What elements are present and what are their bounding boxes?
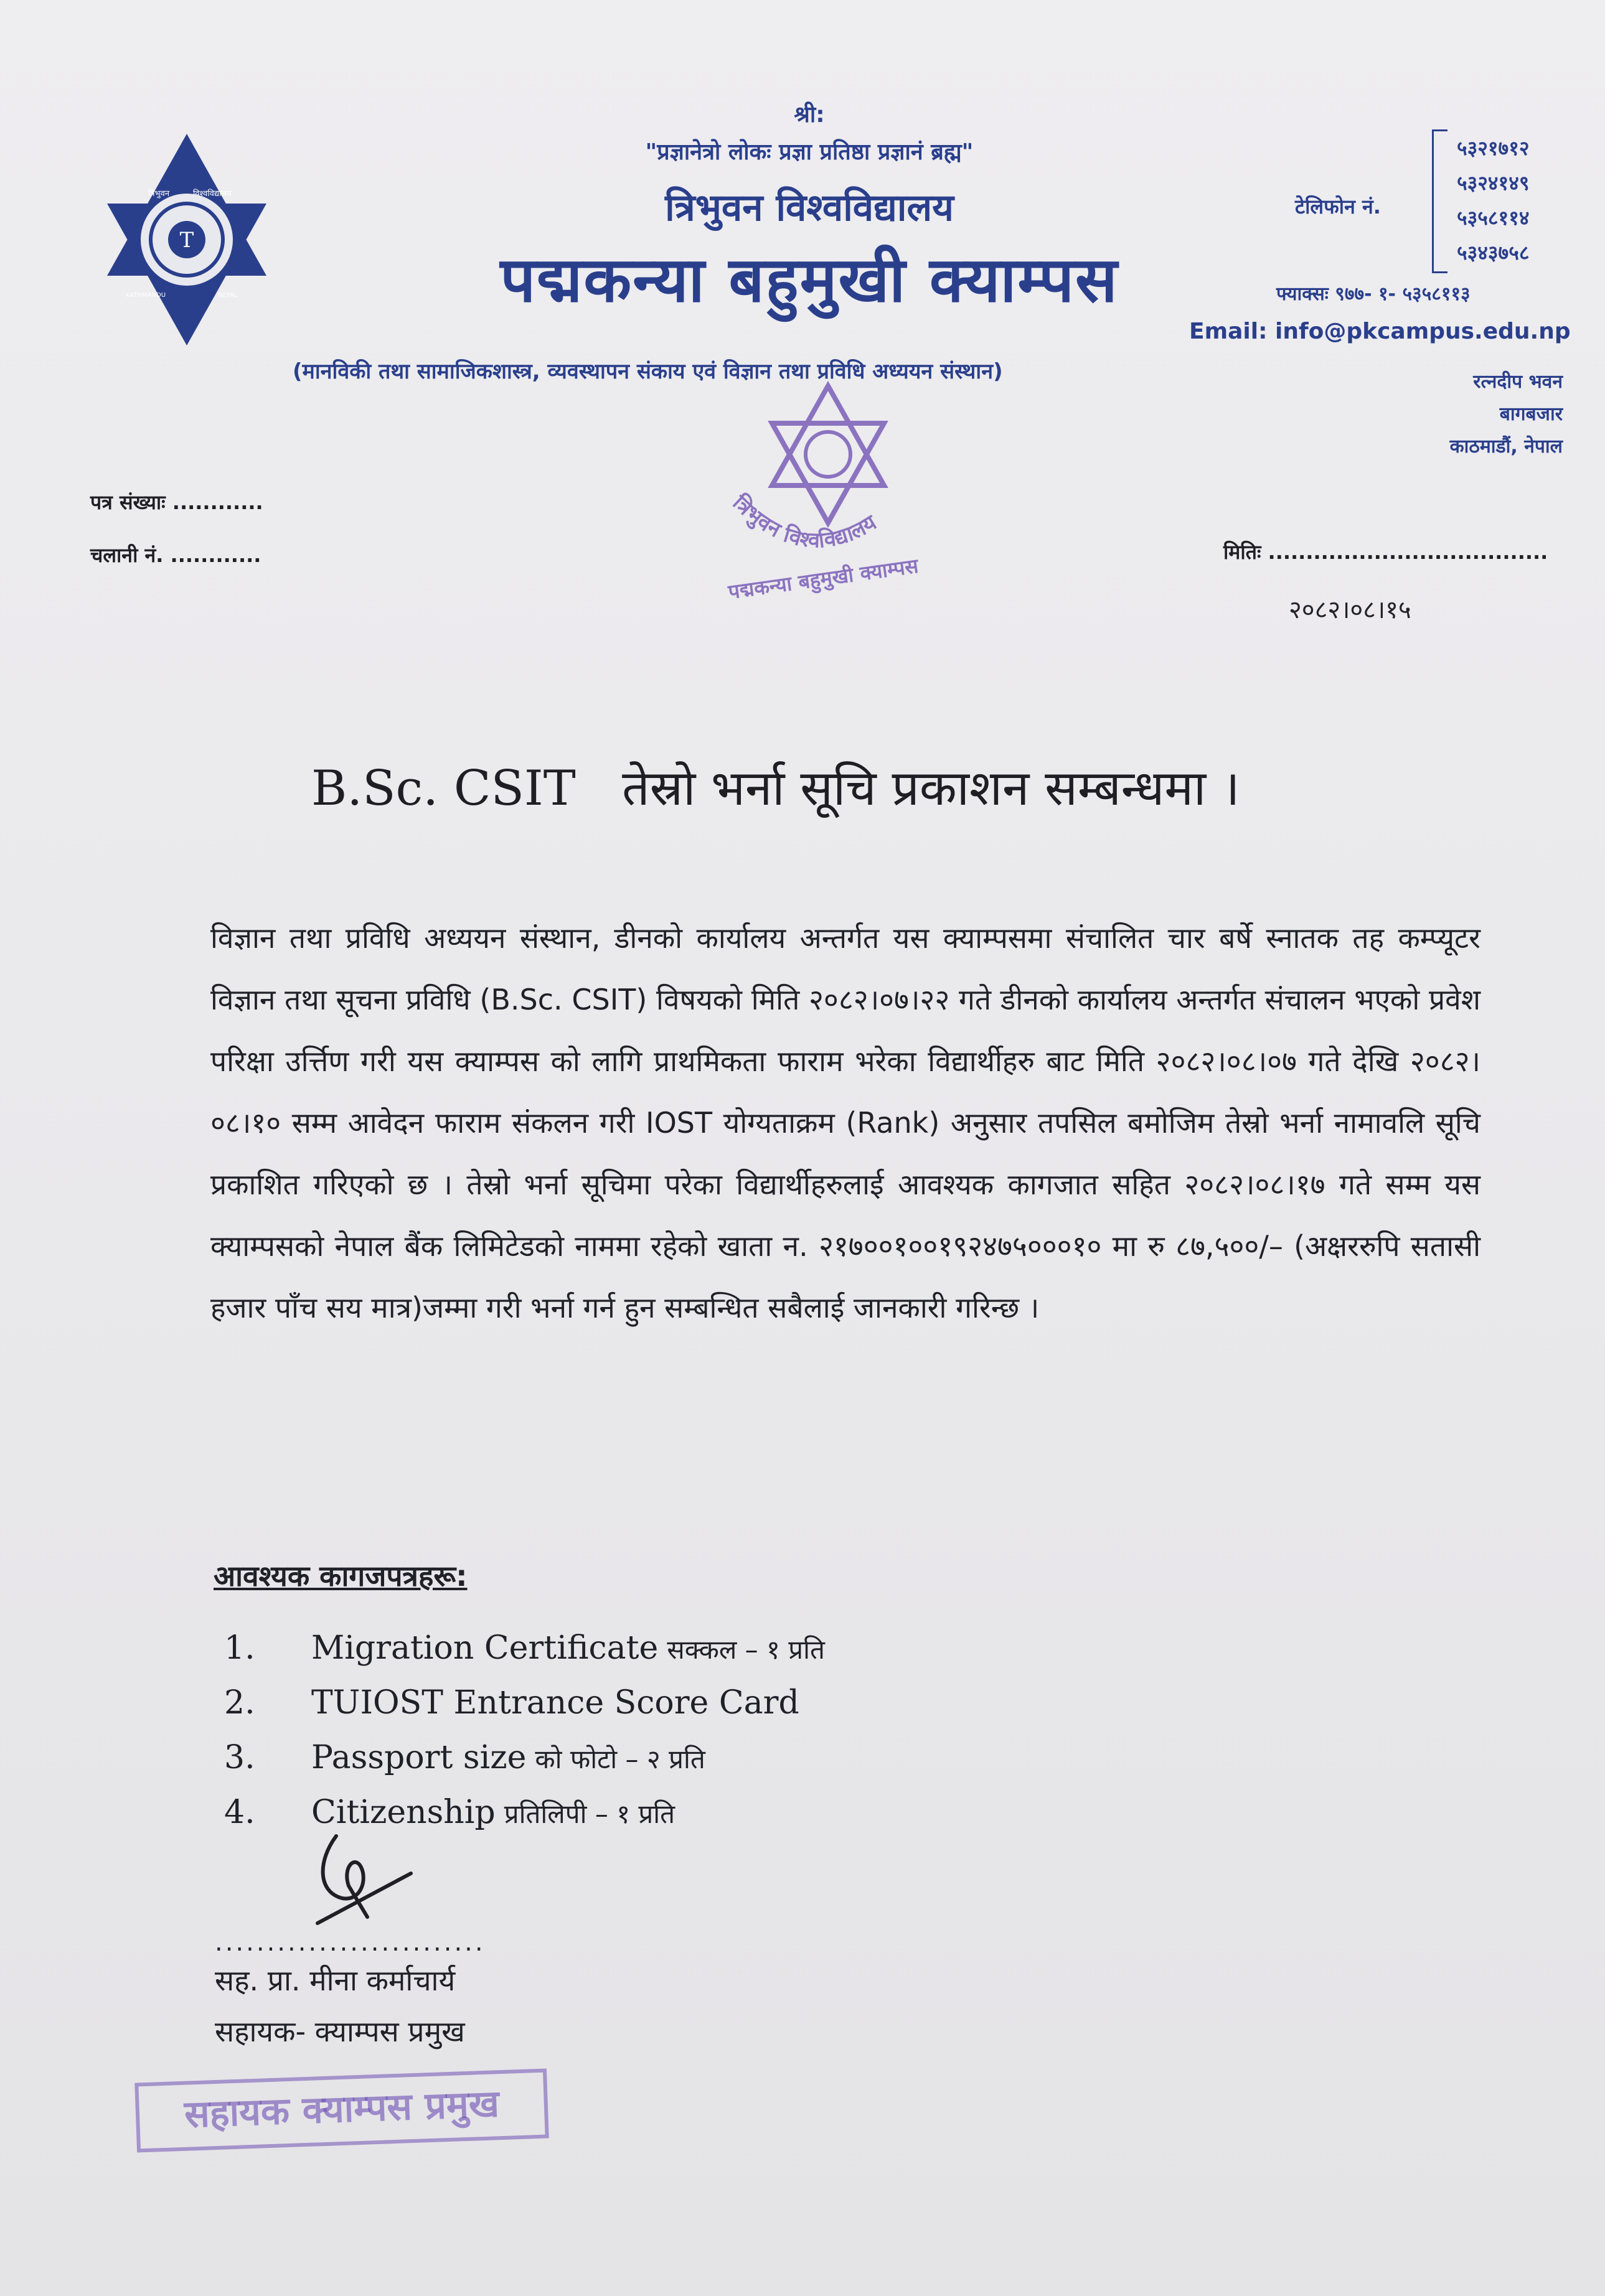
required-documents-title: आवश्यक कागजपत्रहरू:	[214, 1559, 468, 1593]
list-item	[224, 1629, 825, 1684]
date-field: मितिः .....................................	[1223, 540, 1548, 564]
svg-text:त्रिभुवन विश्वविद्यालय	[727, 490, 882, 553]
logo-word-2: विश्वविद्यालय	[193, 189, 232, 199]
item-name: Citizenship	[311, 1794, 496, 1831]
signature-line: ..........................	[215, 1928, 486, 1957]
item-name: Passport size	[311, 1739, 527, 1776]
dispatch-number-field: चलानी नं. ............	[90, 543, 261, 567]
telephone-number: ५३५८११४	[1457, 206, 1530, 230]
item-name: TUIOST Entrance Score Card	[311, 1684, 799, 1722]
telephone-number: ५३२१७१२	[1457, 136, 1530, 160]
fax-number: फ्याक्सः ९७७- १- ५३५८११३	[1276, 283, 1471, 305]
logo-word-3: KATHMANDU	[126, 292, 166, 299]
heading-subject: तेस्रो भर्ना सूचि प्रकाशन सम्बन्धमा ।	[622, 761, 1240, 817]
campus-subtitle: (मानविकी तथा सामाजिकशास्त्र, व्यवस्थापन संकाय एवं विज्ञान तथा प्रविधि अध्ययन संस्थान)	[293, 359, 1003, 384]
telephone-number: ५३२४१४९	[1457, 171, 1530, 195]
designation-stamp: सहायक क्याम्पस प्रमुख	[134, 2068, 549, 2152]
required-documents-list	[224, 1629, 825, 1849]
item-detail: को फोटो – २ प्रति	[535, 1744, 705, 1774]
motto-text: "प्रज्ञानेत्रो लोकः प्रज्ञा प्रतिष्ठा प्रज्ञानं ब्रह्म"	[645, 139, 974, 165]
seal-text-1: त्रिभुवन विश्वविद्यालय	[727, 490, 881, 553]
telephone-number: ५३४३७५८	[1457, 241, 1530, 265]
telephone-label: टेलिफोन नं.	[1295, 195, 1381, 218]
heading-program: B.Sc. CSIT	[311, 761, 576, 817]
item-detail: सक्कल – १ प्रति	[667, 1634, 825, 1665]
address-line: बागबजार	[1499, 403, 1563, 425]
telephone-bracket	[1432, 129, 1447, 273]
letter-number-field: पत्र संख्याः ............	[90, 490, 263, 514]
item-name: Migration Certificate	[311, 1629, 659, 1667]
handwritten-date: २०८२।०८।१५	[1289, 596, 1411, 624]
logo-word-4: NEPAL	[218, 292, 238, 299]
signer-name: सह. प्रा. मीना कर्माचार्य	[215, 1964, 456, 1997]
address-line: काठमाडौं, नेपाल	[1449, 436, 1563, 457]
postal-address	[1357, 366, 1563, 463]
notice-heading	[311, 753, 1432, 819]
item-number: 1.	[224, 1629, 255, 1667]
campus-name: पद्मकन्या बहुमुखी क्याम्पस	[500, 243, 1119, 316]
email-address: Email: info@pkcampus.edu.np	[1189, 319, 1571, 344]
campus-seal-stamp	[672, 380, 984, 604]
item-number: 2.	[224, 1684, 255, 1722]
item-number: 3.	[224, 1739, 255, 1776]
seal-text-2: पद्मकन्या बहुमुखी क्याम्पस	[727, 553, 920, 604]
item-detail: प्रतिलिपी – १ प्रति	[504, 1799, 675, 1829]
logo-word-1: त्रिभुवन	[148, 189, 170, 199]
item-number: 4.	[224, 1794, 255, 1831]
signer-title: सहायक- क्याम्पस प्रमुख	[215, 2015, 465, 2048]
signature-icon	[293, 1824, 430, 1929]
telephone-list	[1457, 131, 1529, 270]
tu-logo-icon	[93, 134, 280, 345]
shri-text: श्री:	[794, 102, 825, 128]
list-item	[224, 1684, 825, 1739]
list-item	[224, 1739, 825, 1794]
notice-body: विज्ञान तथा प्रविधि अध्ययन संस्थान, डीनको कार्यालय अन्तर्गत यस क्याम्पसमा संचालित चार बर्षे स्नातक तह कम्प्यूटर विज्ञान तथा सूचना प्रविधि (B.Sc. CSIT) विषयको मिति २०८२।०७।२२ गते डीनको कार्यालय अन्तर्गत संचालन भएको प्रवेश परिक्षा उर्त्तिण गरी यस क्याम्पस को लागि प्राथमिकता फाराम भरेका विद्यार्थीहरु बाट मिति २०८२।०८।०७ गते देखि २०८२।०८।१० सम्म आवेदन फाराम संकलन गरी IOST योग्यताक्रम (Rank) अनुसार तपसिल बमोजिम तेस्रो भर्ना नामावलि सूचि प्रकाशित गरिएको छ । तेस्रो भर्ना सूचिमा परेका विद्यार्थीहरुलाई आवश्यक कागजात सहित २०८२।०८।१७ गते सम्म यस क्याम्पसको नेपाल बैंक लिमिटेडको नाममा रहेको खाता न. २१७००१००१९२४७५०००१० मा रु ८७,५००/– (अक्षररुपि सतासी हजार पाँच सय मात्र)जम्मा गरी भर्ना गर्न हुन सम्बन्धित सबैलाई जानकारी गरिन्छ ।	[210, 921, 1480, 1324]
university-name: त्रिभुवन विश्वविद्यालय	[665, 186, 954, 230]
logo-letter: T	[179, 228, 194, 253]
address-line: रत्नदीप भवन	[1473, 371, 1563, 393]
